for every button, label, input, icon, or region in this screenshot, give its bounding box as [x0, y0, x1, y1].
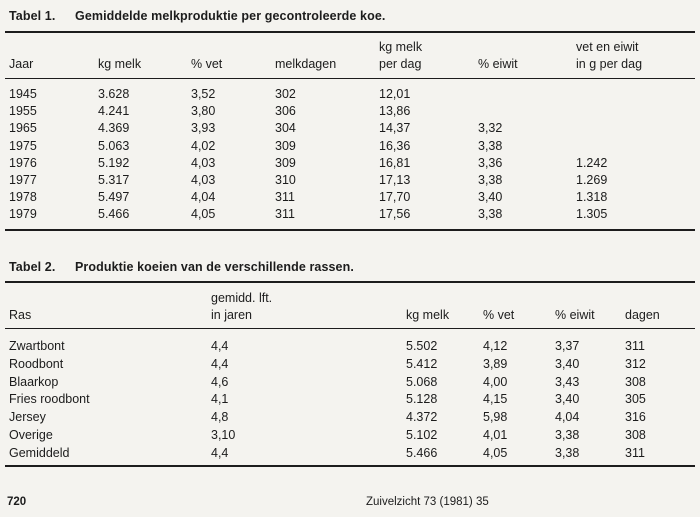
t1-cell-jaar: 1955 [9, 104, 37, 119]
t2-cell-ras: Roodbont [9, 356, 64, 371]
t1-cell-per-dag: 13,86 [379, 104, 411, 119]
t1-cell-kg-melk: 4.241 [98, 104, 130, 119]
t1-cell-g-per-dag: 1.305 [576, 207, 608, 222]
t1-cell-dagen: 311 [275, 190, 295, 205]
t1-cell-jaar: 1977 [9, 173, 37, 187]
t1-cell-g-per-dag: 1.269 [576, 173, 608, 187]
table1-caption [9, 9, 385, 23]
t1-cell-vet: 3,93 [191, 121, 216, 136]
t2-cell-vet: 4,01 [483, 428, 508, 442]
t2-header-pct-vet: % vet [483, 308, 515, 322]
table1-top-rule [5, 31, 695, 33]
t2-cell-vet: 5,98 [483, 410, 508, 425]
t2-cell-eiwit: 4,04 [555, 410, 580, 425]
t1-cell-eiwit: 3,40 [478, 190, 503, 205]
t1-header-pct-eiwit: % eiwit [478, 57, 518, 71]
t1-cell-per-dag: 12,01 [379, 87, 411, 101]
t1-cell-vet: 4,04 [191, 190, 216, 205]
table1-bottom-rule [5, 229, 695, 231]
t2-cell-dagen: 312 [625, 356, 646, 371]
t1-cell-vet: 3,52 [191, 87, 216, 101]
t1-cell-vet: 4,02 [191, 138, 216, 153]
t1-cell-g-per-dag: 1.318 [576, 190, 608, 205]
t2-cell-lft: 4,8 [211, 410, 229, 425]
t2-cell-kg-melk: 5.102 [406, 428, 438, 442]
t2-cell-dagen: 308 [625, 374, 646, 389]
t2-cell-ras: Zwartbont [9, 339, 65, 353]
table1-title: Gemiddelde melkproduktie per gecontroleerde koe. [75, 9, 386, 23]
t2-cell-eiwit: 3,43 [555, 374, 580, 389]
t1-cell-dagen: 309 [275, 155, 296, 170]
t1-header-vet-eiwit-line2: in g per dag [576, 57, 643, 71]
t1-header-per-dag-line2: per dag [379, 57, 422, 71]
t1-cell-dagen: 306 [275, 104, 296, 119]
t1-cell-eiwit: 3,36 [478, 155, 503, 170]
t2-cell-lft: 4,4 [211, 356, 229, 371]
table2-header-rule [5, 328, 695, 329]
t2-cell-vet: 4,15 [483, 392, 508, 407]
t2-cell-eiwit: 3,40 [555, 392, 580, 407]
t1-cell-vet: 3,80 [191, 104, 216, 119]
t1-cell-per-dag: 14,37 [379, 121, 411, 136]
t2-cell-kg-melk: 5.466 [406, 445, 438, 460]
t2-cell-kg-melk: 5.412 [406, 356, 438, 371]
t1-cell-g-per-dag: 1.242 [576, 155, 608, 170]
t1-cell-eiwit: 3,32 [478, 121, 503, 136]
t2-cell-dagen: 308 [625, 428, 646, 442]
t1-cell-eiwit: 3,38 [478, 138, 503, 153]
t1-cell-eiwit: 3,38 [478, 173, 503, 187]
table2-number: Tabel 2. [9, 260, 56, 274]
t1-cell-jaar: 1965 [9, 121, 37, 136]
t2-cell-kg-melk: 5.502 [406, 339, 438, 353]
t2-cell-lft: 3,10 [211, 428, 236, 442]
t2-header-ras: Ras [9, 308, 32, 322]
t1-cell-dagen: 310 [275, 173, 296, 187]
table2-bottom-rule [5, 465, 695, 467]
t2-cell-kg-melk: 4.372 [406, 410, 438, 425]
t2-header-lft-line1: gemidd. lft. [211, 291, 273, 305]
t2-cell-lft: 4,6 [211, 374, 229, 389]
t2-cell-ras: Overige [9, 428, 53, 442]
t1-header-pct-vet: % vet [191, 57, 223, 71]
t1-cell-jaar: 1975 [9, 138, 37, 153]
t2-header-lft-line2: in jaren [211, 308, 252, 322]
t2-cell-dagen: 311 [625, 339, 645, 353]
table2-title: Produktie koeien van de verschillende rassen. [75, 260, 354, 274]
t1-cell-vet: 4,05 [191, 207, 216, 222]
t2-cell-eiwit: 3,40 [555, 356, 580, 371]
t2-cell-dagen: 311 [625, 445, 645, 460]
t1-cell-jaar: 1979 [9, 207, 37, 222]
table1-header-rule [5, 78, 695, 79]
t1-cell-vet: 4,03 [191, 155, 216, 170]
t2-cell-ras: Jersey [9, 410, 46, 425]
t2-cell-ras: Gemiddeld [9, 445, 70, 460]
t1-cell-per-dag: 16,81 [379, 155, 411, 170]
t2-cell-ras: Blaarkop [9, 374, 59, 389]
t2-cell-vet: 3,89 [483, 356, 508, 371]
t1-cell-eiwit: 3,38 [478, 207, 503, 222]
t1-cell-jaar: 1976 [9, 155, 37, 170]
t2-cell-ras: Fries roodbont [9, 392, 90, 407]
t2-cell-kg-melk: 5.128 [406, 392, 438, 407]
t1-header-melkdagen: melkdagen [275, 57, 337, 71]
t2-header-pct-eiwit: % eiwit [555, 308, 595, 322]
table2-caption [9, 260, 354, 274]
t2-cell-kg-melk: 5.068 [406, 374, 438, 389]
t2-cell-eiwit: 3,38 [555, 445, 580, 460]
t2-header-dagen: dagen [625, 308, 660, 322]
table2-top-rule [5, 281, 695, 283]
t1-cell-dagen: 304 [275, 121, 296, 136]
t1-header-per-dag-line1: kg melk [379, 40, 423, 54]
table1-number: Tabel 1. [9, 9, 56, 23]
t1-cell-vet: 4,03 [191, 173, 216, 187]
t2-cell-eiwit: 3,37 [555, 339, 580, 353]
t1-cell-dagen: 309 [275, 138, 296, 153]
t2-header-kg-melk: kg melk [406, 308, 450, 322]
t2-cell-lft: 4,1 [211, 392, 229, 407]
t1-cell-per-dag: 17,70 [379, 190, 411, 205]
t1-cell-dagen: 311 [275, 207, 295, 222]
t1-cell-jaar: 1945 [9, 87, 37, 101]
t2-cell-lft: 4,4 [211, 445, 229, 460]
t1-cell-per-dag: 17,56 [379, 207, 411, 222]
t1-header-jaar: Jaar [9, 57, 34, 71]
t1-cell-kg-melk: 5.466 [98, 207, 130, 222]
t1-cell-kg-melk: 5.317 [98, 173, 130, 187]
t1-cell-dagen: 302 [275, 87, 296, 101]
t2-cell-eiwit: 3,38 [555, 428, 580, 442]
t2-cell-lft: 4,4 [211, 339, 229, 353]
page-number: 720 [7, 496, 27, 508]
t2-cell-dagen: 305 [625, 392, 646, 407]
t1-cell-per-dag: 16,36 [379, 138, 411, 153]
t1-cell-per-dag: 17,13 [379, 173, 411, 187]
t1-cell-jaar: 1978 [9, 190, 37, 205]
t1-header-vet-eiwit-line1: vet en eiwit [576, 40, 639, 54]
t2-cell-vet: 4,05 [483, 445, 508, 460]
t1-header-kg-melk: kg melk [98, 57, 142, 71]
t2-cell-vet: 4,12 [483, 339, 508, 353]
t1-cell-kg-melk: 3.628 [98, 87, 130, 101]
t2-cell-vet: 4,00 [483, 374, 508, 389]
t2-cell-dagen: 316 [625, 410, 646, 425]
t1-cell-kg-melk: 4.369 [98, 121, 130, 136]
t1-cell-kg-melk: 5.497 [98, 190, 130, 205]
t1-cell-kg-melk: 5.063 [98, 138, 130, 153]
journal-reference: Zuivelzicht 73 (1981) 35 [366, 496, 489, 508]
t1-cell-kg-melk: 5.192 [98, 155, 130, 170]
